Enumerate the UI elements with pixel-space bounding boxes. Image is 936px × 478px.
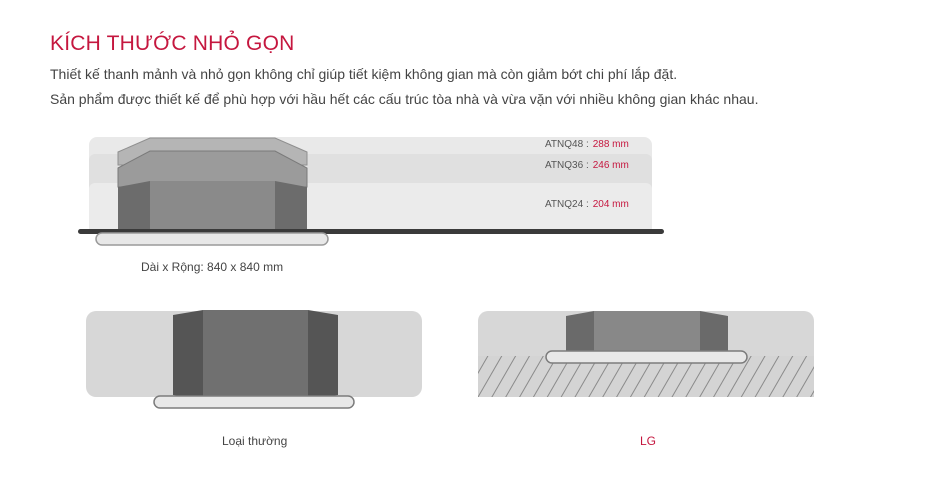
model-height: 288 mm <box>592 139 629 150</box>
spec-atnq36 <box>545 160 629 171</box>
page-title: KÍCH THƯỚC NHỎ GỌN <box>50 32 295 55</box>
height-comparison-diagram <box>78 137 664 245</box>
conventional-unit-diagram <box>86 310 422 408</box>
description-line-2: Sản phẩm được thiết kế để phù hợp với hầu hết các cấu trúc tòa nhà và vừa vặn với nhiều không gian khác nhau. <box>50 91 759 107</box>
dimension-caption: Dài x Rộng: 840 x 840 mm <box>141 260 284 274</box>
lg-panel <box>546 351 747 363</box>
model-height: 246 mm <box>592 160 629 171</box>
conv-unit-left <box>173 310 203 400</box>
unit-body-left <box>118 181 150 232</box>
conv-panel <box>154 396 354 408</box>
model-name: ATNQ48 : <box>545 139 589 150</box>
conventional-label: Loại thường <box>222 434 288 448</box>
spec-atnq48 <box>545 139 629 150</box>
description-line-1: Thiết kế thanh mảnh và nhỏ gọn không chỉ giúp tiết kiệm không gian mà còn giảm bớt chi phí lắp đặt. <box>50 66 678 82</box>
model-name: ATNQ24 : <box>545 199 589 210</box>
conv-unit-center <box>203 310 308 400</box>
unit-body-center <box>150 181 275 232</box>
lg-unit-diagram <box>478 311 814 397</box>
unit-body-right <box>275 181 307 232</box>
panel <box>96 233 328 245</box>
model-name: ATNQ36 : <box>545 160 589 171</box>
model-height: 204 mm <box>592 199 629 210</box>
conv-unit-right <box>308 310 338 400</box>
lg-label: LG <box>640 434 657 448</box>
spec-atnq24 <box>545 199 629 210</box>
